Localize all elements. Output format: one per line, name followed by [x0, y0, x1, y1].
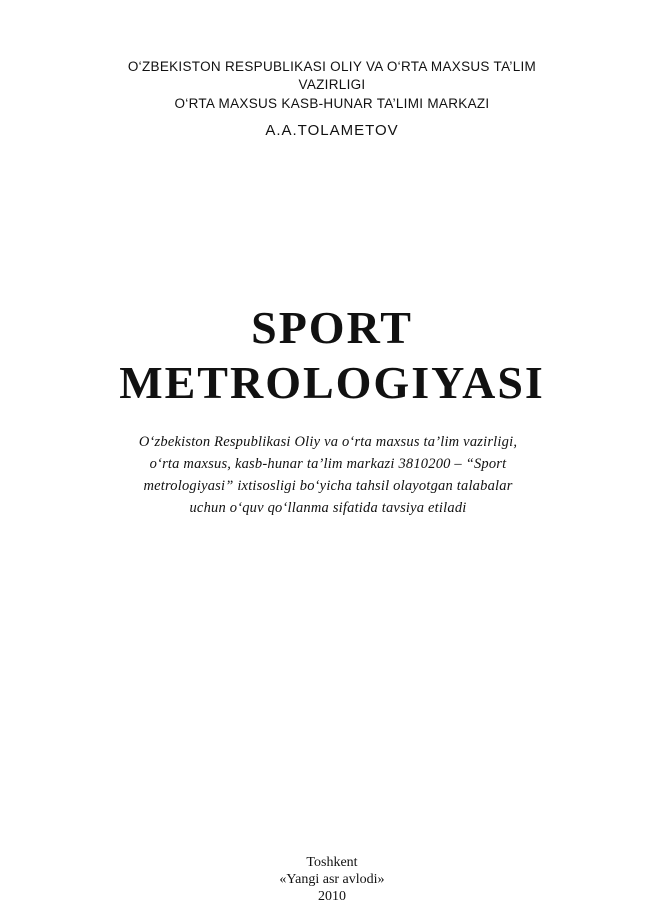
book-title-line-2: METROLOGIYASI: [119, 357, 545, 408]
imprint-year: 2010: [318, 889, 346, 904]
ministry-line-2: VAZIRLIGI: [298, 77, 366, 92]
recommendation-line-4: uchun o‘quv qo‘llanma sifatida tavsiya etiladi: [189, 500, 467, 516]
imprint-city: Toshkent: [306, 855, 358, 870]
center-name-line: O‘RTA MAXSUS KASB-HUNAR TA’LIMI MARKAZI: [174, 96, 490, 111]
book-title-line-1: SPORT: [251, 302, 413, 353]
recommendation-line-1: O‘zbekiston Respublikasi Oliy va o‘rta maxsus ta’lim vazirligi,: [138, 434, 518, 450]
imprint-publisher: «Yangi asr avlodi»: [279, 872, 385, 887]
ministry-line-1: O‘ZBEKISTON RESPUBLIKASI OLIY VA O‘RTA MAXSUS TA’LIM: [127, 59, 537, 74]
author-name: A.A.TOLAMETOV: [265, 122, 399, 139]
recommendation-line-2: o‘rta maxsus, kasb-hunar ta’lim markazi 3810200 – “Sport: [149, 456, 507, 472]
recommendation-text: [28, 431, 628, 519]
recommendation-line-3: metrologiyasi” ixtisosligi bo‘yicha tahsil olayotgan talabalar: [143, 478, 513, 494]
